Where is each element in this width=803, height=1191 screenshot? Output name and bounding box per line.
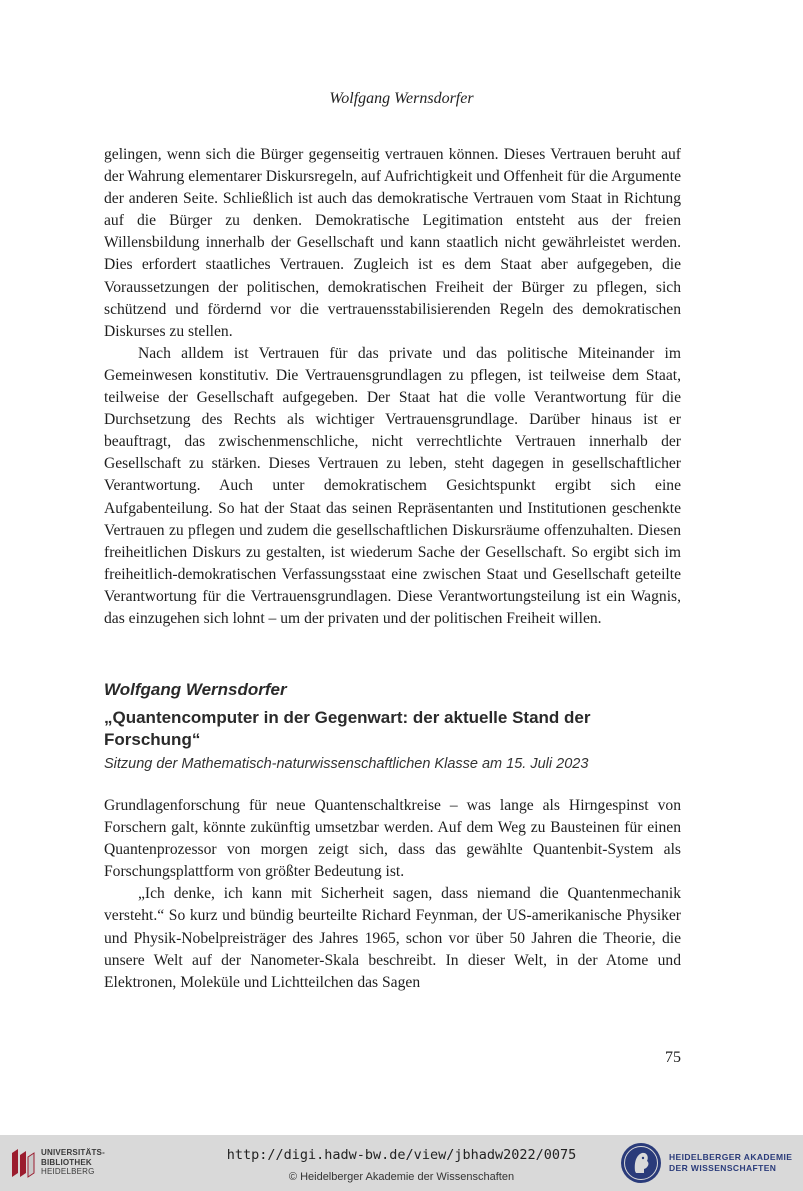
hadw-logo[interactable]: [619, 1141, 803, 1185]
footer-copyright: © Heidelberger Akademie der Wissenschaften: [288, 1171, 515, 1183]
paragraph: gelingen, wenn sich die Bürger gegenseitig vertrauen können. Dieses Vertrauen beruht auf der Wahrung elementarer Diskursregeln, auf Aufrichtigkeit und Offenheit für die Argumente der anderen Seite. Schließlich ist auch das demokratische Vertrauen vom Staat in Richtung auf die Bürger zu denken. Demokratische Legitimation entsteht aus der freien Willensbildung innerhalb der Gesellschaft und kann staatlich nicht gewährleistet werden. Dies erfordert staatliches Vertrauen. Zugleich ist es dem Staat aber aufgegeben, die Voraussetzungen der politischen, demokratischen Freiheit der Bürger zu pflegen, sich schützend und fördernd vor die vertrauensstabilisierenden Regeln des demokratischen Diskurses zu stellen.: [104, 146, 681, 340]
footer-url-link[interactable]: http://digi.hadw-bw.de/view/jbhadw2022/0075: [226, 1147, 577, 1163]
academy-seal-icon: [619, 1141, 663, 1185]
page-number: 75: [665, 1049, 681, 1066]
section-author: Wolfgang Wernsdorfer: [104, 680, 287, 699]
section-title: „Quantencomputer in der Gegenwart: der aktuelle Stand der Forschung“: [104, 708, 591, 749]
ub-logo-text: UNIVERSITÄTS- BIBLIOTHEK HEIDELBERG: [41, 1148, 105, 1176]
running-head: Wolfgang Wernsdorfer: [329, 90, 474, 107]
paragraph: Grundlagenforschung für neue Quantenschaltkreise – was lange als Hirngespinst von Forschern galt, könnte zukünftig umsetzbar werden. Auf dem Weg zu Bausteinen für einen Quantenprozessor von morgen zeigt sich, dass das gewählte Quantenbit-System als Forschungsplattform von größter Bedeutung ist.: [104, 797, 681, 881]
paragraph: „Ich denke, ich kann mit Sicherheit sagen, dass niemand die Quantenmechanik versteht.“ So kurz und bündig beurteilte Richard Feynman, der US-amerikanische Physiker und Physik-Nobelpreisträger des Jahres 1965, schon vor über 50 Jahren die Theorie, die unsere Welt auf der Nanometer-Skala beschreibt. In dieser Welt, in der Atome und Elektronen, Moleküle und Lichtteilchen das Sagen: [104, 885, 681, 991]
hadw-logo-text: HEIDELBERGER AKADEMIE DER WISSENSCHAFTEN: [669, 1152, 793, 1173]
paragraph: Nach alldem ist Vertrauen für das private und das politische Miteinander im Gemeinwesen konstitutiv. Die Vertrauensgrundlagen zu pflegen, ist teilweise dem Staat, teilweise der Gesellschaft aufgegeben. Der Staat hat die volle Verantwortung für die Durchsetzung des Rechts als wichtiger Vertrauensgrundlage. Darüber hinaus ist er beauftragt, das zwischenmenschliche, nicht verrechtlichte Vertrauen innerhalb der Gesellschaft zu stärken. Dieses Vertrauen zu leben, steht dagegen in gesellschaftlicher Verantwortung. Auch unter demokratischem Gesichtspunkt ergibt sich eine Aufgabenteilung. So hat der Staat das seinen Repräsentanten und Institutionen geschenkte Vertrauen zu pflegen und zudem die gesellschaftlichen Diskursräume offenzuhalten. Diesen freiheitlichen Diskurs zu gestalten, ist wiederum Sache der Gesellschaft. So ergibt sich im freiheitlich-demokratischen Verfassungsstaat eine zwischen Staat und Gesellschaft geteilte Verantwortung für die Vertrauensgrundlagen. Diese Verantwortungsteilung ist ein Wagnis, das einzugehen sich lohnt – um der privaten und der politischen Freiheit willen.: [104, 344, 681, 627]
body-text-block-1: [104, 144, 681, 630]
body-text-block-2: [104, 795, 681, 994]
session-info: Sitzung der Mathematisch-naturwissenschaftlichen Klasse am 15. Juli 2023: [104, 756, 589, 772]
footer-bar: [0, 1135, 803, 1191]
